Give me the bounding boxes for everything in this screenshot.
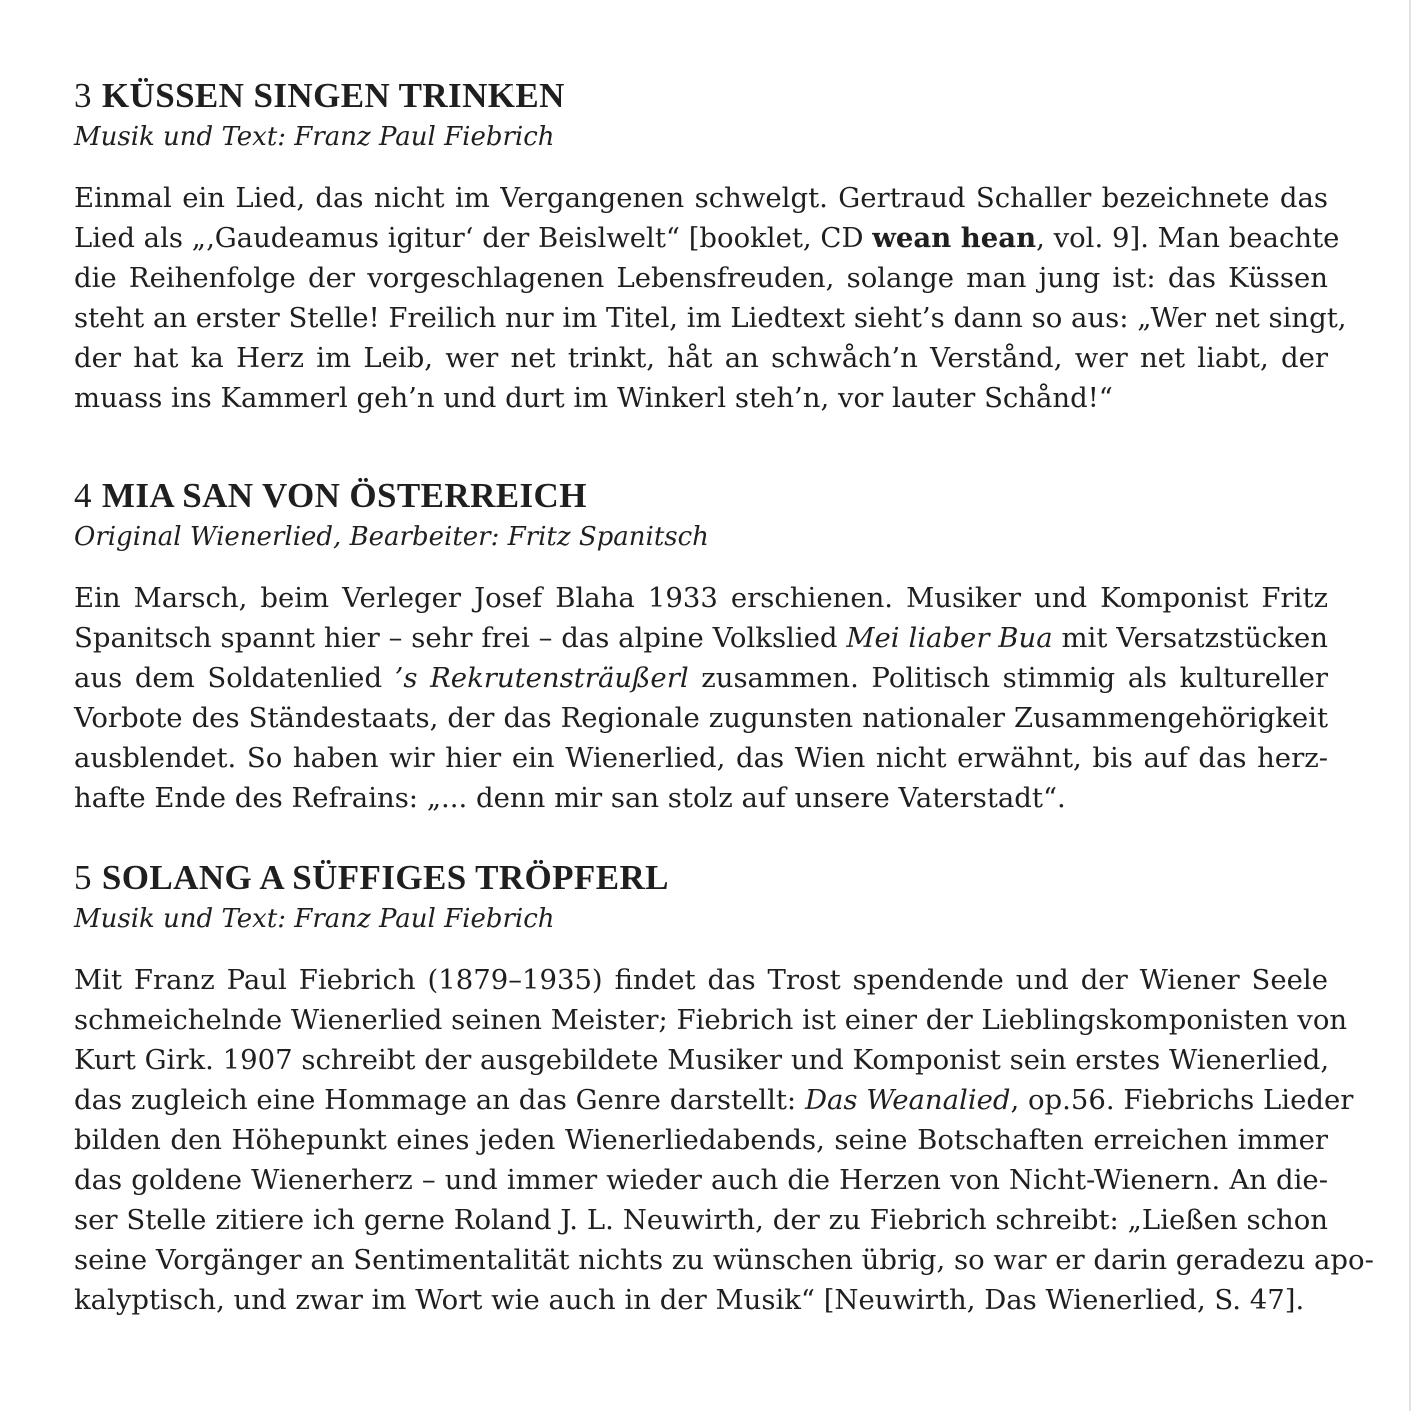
text-line: Lied als „‚Gaudeamus igitur‘ der Beislwelt“ [booklet, CD wean hean, vol. 9]. Man beachte (74, 222, 1340, 254)
track-heading (74, 858, 1328, 898)
track-number: 4 (74, 476, 92, 515)
text-line: Kurt Girk. 1907 schreibt der ausgebildete Musiker und Komponist sein erstes Wienerlied, (74, 1044, 1330, 1076)
text-line: Mit Franz Paul Fiebrich (1879–1935) findet das Trost spendende und der Wiener Seele (74, 964, 1328, 996)
text-line: das zugleich eine Hommage an das Genre darstellt: Das Weanalied, op.56. Fiebrichs Lieder (74, 1084, 1354, 1116)
section-track-4 (74, 476, 1328, 818)
text-line: kalyptisch, und zwar im Wort wie auch in der Musik“ [Neuwirth, Das Wienerlied, S. 47]. (74, 1284, 1305, 1316)
text-line: Spanitsch spannt hier – sehr frei – das alpine Volkslied Mei liaber Bua mit Versatzstücken (74, 622, 1328, 654)
text-line: muass ins Kammerl geh’n und durt im Winkerl steh’n, vor lauter Schånd!“ (74, 382, 1113, 414)
section-track-5 (74, 858, 1374, 1320)
album-name: wean hean (872, 222, 1037, 254)
track-heading (74, 76, 1328, 116)
text-line: steht an erster Stelle! Freilich nur im Titel, im Liedtext sieht’s dann so aus: „Wer net singt, (74, 302, 1347, 334)
song-reference: Das Weanalied (804, 1084, 1011, 1116)
track-description (74, 178, 1347, 418)
text-line: bilden den Höhepunkt eines jeden Wienerliedabends, seine Botschaften erreichen immer (74, 1124, 1328, 1156)
section-track-3 (74, 76, 1347, 418)
text-line: Ein Marsch, beim Verleger Josef Blaha 1933 erschienen. Musiker und Komponist Fritz (74, 582, 1328, 614)
track-number: 3 (74, 76, 92, 115)
text-line: hafte Ende des Refrains: „... denn mir san stolz auf unsere Vaterstadt“. (74, 782, 1066, 814)
text-line: die Reihenfolge der vorgeschlagenen Lebensfreuden, solange man jung ist: das Küssen (74, 262, 1328, 294)
text-line: das goldene Wienerherz – und immer wieder auch die Herzen von Nicht-Wienern. An die- (74, 1164, 1328, 1196)
text-line: ausblendet. So haben wir hier ein Wienerlied, das Wien nicht erwähnt, bis auf das herz- (74, 742, 1328, 774)
page-edge (1409, 0, 1411, 1411)
track-number: 5 (74, 858, 92, 897)
track-title: KÜSSEN SINGEN TRINKEN (101, 76, 565, 115)
track-credits: Musik und Text: Franz Paul Fiebrich (74, 122, 555, 152)
text-line: der hat ka Herz im Leib, wer net trinkt, håt an schwåch’n Verstånd, wer net liabt, der (74, 342, 1328, 374)
song-reference: ’s Rekrutensträußerl (394, 662, 689, 694)
text-line: Vorbote des Ständestaats, der das Regionale zugunsten nationaler Zusammengehörigkeit (74, 702, 1328, 734)
track-title: SOLANG A SÜFFIGES TRÖPFERL (101, 858, 669, 897)
text-line: schmeichelnde Wienerlied seinen Meister; Fiebrich ist einer der Lieblingskomponisten von (74, 1004, 1348, 1036)
track-description (74, 578, 1328, 818)
text-line: aus dem Soldatenlied ’s Rekrutensträußerl zusammen. Politisch stimmig als kultureller (74, 662, 1328, 694)
track-description (74, 960, 1374, 1320)
track-heading (74, 476, 1328, 516)
text-line: seine Vorgänger an Sentimentalität nichts zu wünschen übrig, so war er darin geradezu apo- (74, 1244, 1374, 1276)
track-credits: Original Wienerlied, Bearbeiter: Fritz Spanitsch (74, 522, 709, 552)
text-line: ser Stelle zitiere ich gerne Roland J. L. Neuwirth, der zu Fiebrich schreibt: „Ließen schon (74, 1204, 1328, 1236)
track-title: MIA SAN VON ÖSTERREICH (101, 476, 587, 515)
track-credits: Musik und Text: Franz Paul Fiebrich (74, 904, 555, 934)
song-reference: Mei liaber Bua (846, 622, 1053, 654)
text-line: Einmal ein Lied, das nicht im Vergangenen schwelgt. Gertraud Schaller bezeichnete das (74, 182, 1328, 214)
